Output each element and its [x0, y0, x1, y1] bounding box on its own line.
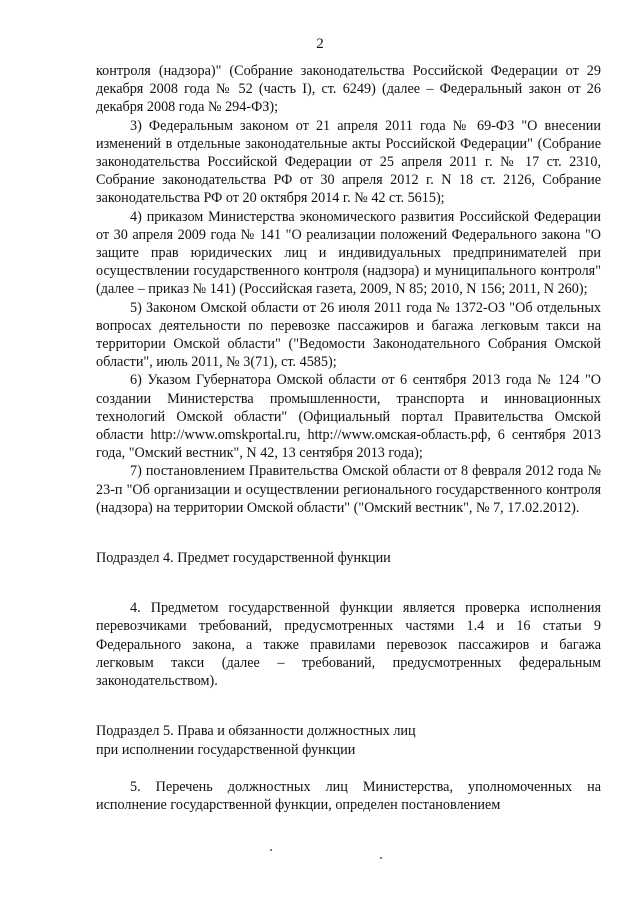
- paragraph-item-5: 5) Законом Омской области от 26 июля 2011 года № 1372-ОЗ "Об отдельных вопросах деятельности по перевозке пассажиров и багажа легковым такси на территории Омской области" ("Ведомости Законодательного Собрания Омской области", июль 2011, № 3(71), ст. 4585);: [96, 299, 601, 371]
- paragraph-item-4: 4) приказом Министерства экономического развития Российской Федерации от 30 апреля 2009 года № 141 "О реализации положений Федерального закона "О защите прав юридических лиц и индивидуальных предпринимателей при осуществлении государственного контроля (надзора) и муниципального контроля" (далее – приказ № 141) (Российская газета, 2009, N 85; 2010, N 156; 2011, N 260);: [96, 208, 601, 298]
- section-5-heading-line2: при исполнении государственной функции: [96, 741, 356, 758]
- page-number: 2: [316, 36, 324, 52]
- scan-speck: [380, 857, 382, 859]
- section-5-heading-line1: Подраздел 5. Права и обязанности должностных лиц: [96, 723, 416, 740]
- paragraph-item-6: 6) Указом Губернатора Омской области от 6 сентября 2013 года № 124 "О создании Министерства промышленности, транспорта и инновационных технологий Омской области" (Официальный портал Правительства Омской области http://www.omskportal.ru, http://www.омская-область.рф, 6 сентября 2013 года, "Омский вестник", N 42, 13 сентября 2013 года);: [96, 372, 601, 462]
- section-5-text: 5. Перечень должностных лиц Министерства, уполномоченных на исполнение государственной функции, определен постановлением: [96, 778, 601, 813]
- scan-speck: [270, 849, 272, 851]
- paragraph-continuation: контроля (надзора)" (Собрание законодательства Российской Федерации от 29 декабря 2008 года № 52 (часть I), ст. 6249) (далее – Федеральный закон от 26 декабря 2008 года № 294-ФЗ);: [96, 63, 601, 116]
- document-body: [96, 62, 601, 814]
- paragraph-item-7: 7) постановлением Правительства Омской области от 8 февраля 2012 года № 23-п "Об организации и осуществлении регионального государственного контроля (надзора) на территории Омской области" ("Омский вестник", № 7, 17.02.2012).: [96, 463, 601, 516]
- section-4-heading: Подраздел 4. Предмет государственной функции: [96, 550, 391, 567]
- paragraph-item-3: 3) Федеральным законом от 21 апреля 2011 года № 69-ФЗ "О внесении изменений в отдельные законодательные акты Российской Федерации" (Собрание законодательства Российской Федерации от 25 апреля 2011 г. № 17 ст. 2310, Собрание законодательства РФ от 30 апреля 2012 г. N 18 ст. 2126, Собрание законодательства РФ от 20 октября 2014 г. № 42 ст. 5615);: [96, 117, 601, 207]
- section-4-text: 4. Предметом государственной функции является проверка исполнения перевозчиками требований, предусмотренных частями 1.4 и 16 статьи 9 Федерального закона, а также правилами перевозок пассажиров и багажа легковым такси (далее – требований, предусмотренных федеральным законодательством).: [96, 600, 601, 690]
